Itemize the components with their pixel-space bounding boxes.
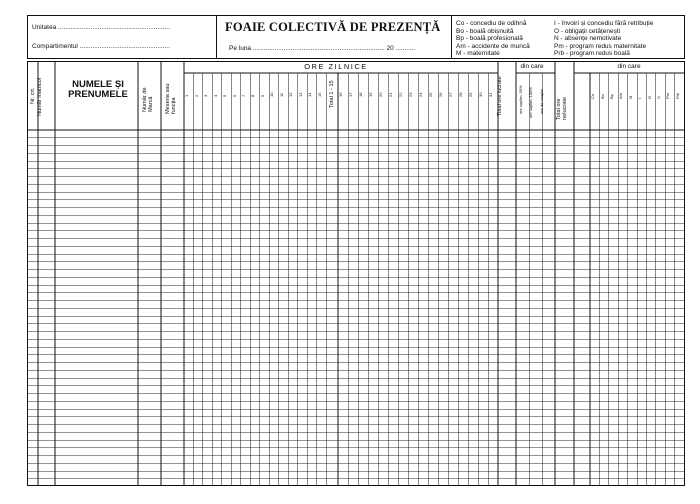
day-number: 19 [368,92,374,97]
day-number: 22 [398,92,404,97]
absence-code: Bo [599,94,605,99]
din-care-lucrate: din care [520,63,544,70]
day-number: 1 [184,94,190,97]
legend-item: Prb - program redus boală [554,50,630,58]
day-number: 14 [307,92,313,97]
day-number: 5 [222,94,228,97]
day-number: 30 [478,92,484,97]
day-number: 18 [358,92,364,97]
legend-item: Bp - boală profesională [456,35,523,43]
day-number: 6 [231,94,237,97]
day-number: 2 [193,94,199,97]
legend-item: M - maternitate [456,50,500,58]
day-number: 11 [278,92,284,97]
absence-code: M [627,95,633,99]
col-ore-suplim-50: ore suplim. 50% [518,85,523,114]
absence-code: N [656,96,661,99]
day-number: 20 [378,92,384,97]
day-number: 31 [488,92,494,97]
legend-item: I - învoiri și concediu fără retribuție [554,20,654,27]
absence-code: Prb [674,92,680,99]
day-number: 3 [203,94,209,97]
absence-code: Co [590,93,596,99]
ore-zilnice-header: ORE ZILNICE [304,62,368,71]
day-number: 12 [288,92,294,97]
absence-code: Bp [609,94,614,99]
day-number: 13 [297,92,303,97]
day-number: 4 [212,94,218,97]
legend-item: Pm - program redus maternitate [554,42,647,50]
legend-item: N - absențe nemotivate [554,35,622,43]
day-number: 7 [241,94,246,97]
day-number: 29 [468,92,474,97]
day-number: 16 [338,92,344,97]
day-number: 21 [388,92,394,97]
day-number: 26 [438,92,444,97]
col-numele-prenumele: NUMELE ȘI PRENUMELE [68,79,128,100]
col-ore-de-noapte: ore de noapte [539,89,544,114]
legend-item: O - obligații cetățenești [554,27,621,35]
col-numar-marca: Număr de Marcă [142,87,154,112]
day-number: 28 [458,92,464,97]
legend-item: Am - accidente de muncă [456,42,530,50]
absence-code: O [646,95,652,99]
day-number: 9 [259,94,265,97]
day-number: 15 [316,92,322,97]
absence-code: Am [618,93,624,99]
day-number: 8 [250,94,256,97]
legend-item: Co - concediu de odihnă [456,20,527,27]
absence-code: I [637,97,643,99]
col-ore-suplim-100: ore suplim. 100% [528,87,533,118]
col-total-ore-lucrate: Total ore lucrate [497,76,503,116]
col-total-1-15: Total 1 - 15 [329,80,335,108]
legend-item: Bo - boală obișnuită [456,27,514,35]
col-nr-crt: Nr. crt. [30,87,36,104]
unitatea-label: Unitatea .............................................................. [32,24,170,31]
day-number: 23 [408,92,414,97]
col-numar-matricol: Număr matricol [37,78,43,116]
day-number: 27 [448,92,454,97]
absence-code: Pm [665,93,671,99]
day-number: 24 [418,92,424,97]
compartimentul-label: Compartimentul .................................................. [32,43,170,50]
din-care-nelucrate: din care [617,63,641,70]
col-total-ore-nelucrate: Total ore nelucrate [556,96,568,120]
day-number: 25 [428,92,434,97]
col-meseria: Meseria sau funcția [165,83,177,114]
day-number: 17 [348,92,354,97]
pe-luna-field: Pe luna ......................................................................... 20 ........... [229,45,416,52]
day-number: 10 [269,92,275,97]
form-title: FOAIE COLECTIVĂ DE PREZENȚĂ [225,20,441,34]
